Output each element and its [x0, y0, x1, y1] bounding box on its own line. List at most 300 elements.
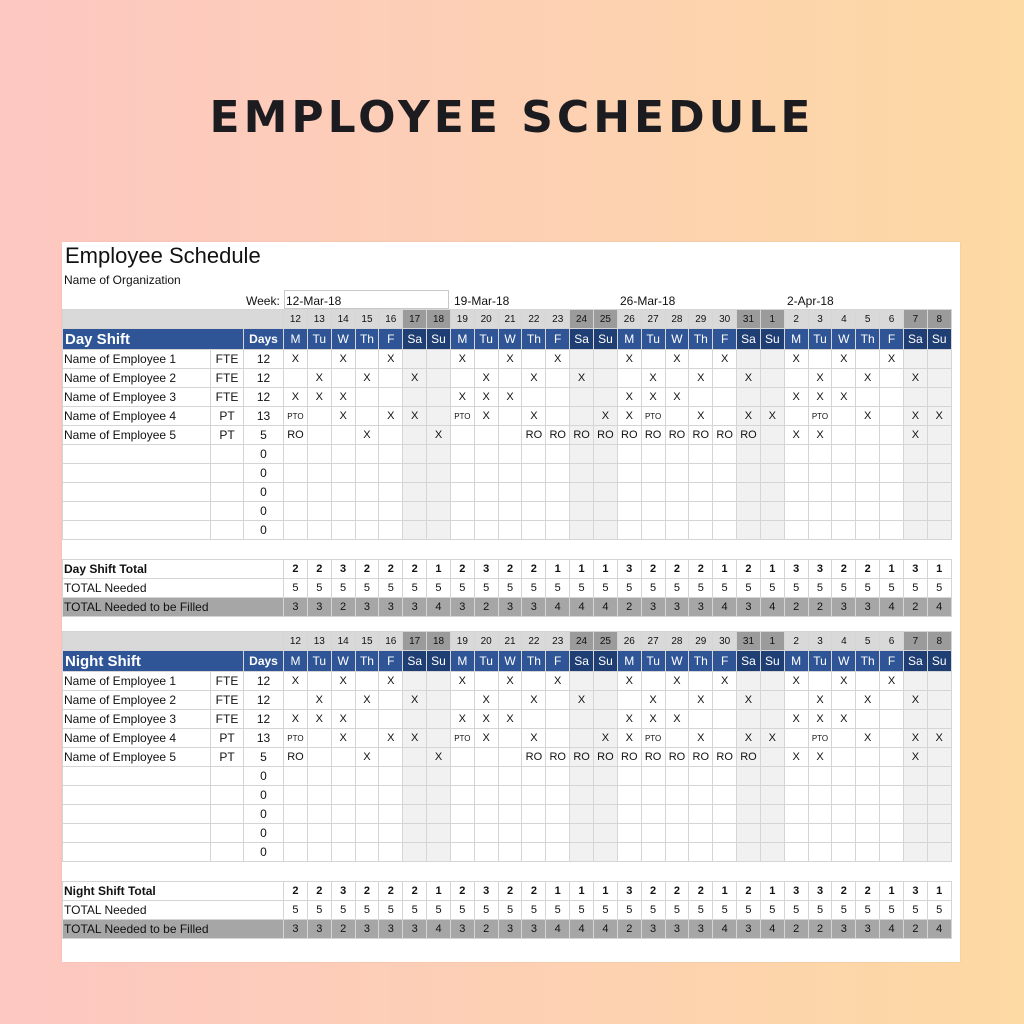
schedule-cell[interactable]: RO	[546, 426, 570, 445]
schedule-cell[interactable]	[546, 767, 570, 786]
schedule-cell[interactable]	[498, 521, 522, 540]
schedule-cell[interactable]	[593, 464, 617, 483]
schedule-cell[interactable]	[427, 445, 451, 464]
schedule-cell[interactable]: X	[737, 369, 761, 388]
schedule-cell[interactable]: X	[331, 407, 355, 426]
schedule-cell[interactable]	[880, 464, 904, 483]
schedule-cell[interactable]: X	[498, 710, 522, 729]
schedule-cell[interactable]: X	[808, 426, 832, 445]
schedule-cell[interactable]: X	[427, 748, 451, 767]
schedule-cell[interactable]: X	[307, 710, 331, 729]
schedule-cell[interactable]	[927, 445, 951, 464]
schedule-cell[interactable]	[737, 502, 761, 521]
schedule-cell[interactable]	[737, 672, 761, 691]
schedule-cell[interactable]	[284, 805, 308, 824]
schedule-cell[interactable]	[737, 786, 761, 805]
schedule-cell[interactable]	[593, 843, 617, 862]
schedule-cell[interactable]: X	[474, 710, 498, 729]
schedule-cell[interactable]	[927, 786, 951, 805]
schedule-cell[interactable]	[665, 824, 689, 843]
schedule-cell[interactable]	[474, 824, 498, 843]
schedule-cell[interactable]: X	[641, 369, 665, 388]
schedule-cell[interactable]	[689, 824, 713, 843]
schedule-cell[interactable]	[689, 521, 713, 540]
schedule-cell[interactable]	[570, 407, 594, 426]
schedule-cell[interactable]	[617, 805, 641, 824]
schedule-cell[interactable]	[498, 502, 522, 521]
schedule-cell[interactable]: X	[903, 729, 927, 748]
schedule-cell[interactable]	[379, 388, 403, 407]
schedule-cell[interactable]	[570, 824, 594, 843]
schedule-cell[interactable]	[927, 388, 951, 407]
schedule-cell[interactable]	[570, 710, 594, 729]
schedule-cell[interactable]	[713, 407, 737, 426]
schedule-cell[interactable]	[760, 445, 784, 464]
schedule-cell[interactable]	[522, 843, 546, 862]
schedule-cell[interactable]	[856, 445, 880, 464]
schedule-cell[interactable]	[403, 767, 427, 786]
schedule-cell[interactable]	[880, 388, 904, 407]
schedule-cell[interactable]	[546, 388, 570, 407]
schedule-cell[interactable]	[498, 767, 522, 786]
schedule-cell[interactable]	[379, 502, 403, 521]
schedule-cell[interactable]: X	[808, 748, 832, 767]
schedule-cell[interactable]: X	[474, 691, 498, 710]
schedule-cell[interactable]	[522, 710, 546, 729]
schedule-cell[interactable]	[856, 483, 880, 502]
schedule-cell[interactable]	[403, 824, 427, 843]
schedule-cell[interactable]: X	[689, 369, 713, 388]
schedule-cell[interactable]: PTO	[450, 729, 474, 748]
schedule-cell[interactable]	[689, 805, 713, 824]
schedule-cell[interactable]	[379, 824, 403, 843]
schedule-cell[interactable]	[808, 445, 832, 464]
schedule-cell[interactable]	[522, 483, 546, 502]
schedule-cell[interactable]	[832, 426, 856, 445]
schedule-cell[interactable]	[689, 464, 713, 483]
employee-type-empty[interactable]	[211, 824, 244, 843]
schedule-cell[interactable]	[641, 464, 665, 483]
schedule-cell[interactable]	[760, 521, 784, 540]
schedule-cell[interactable]	[403, 483, 427, 502]
schedule-cell[interactable]	[284, 843, 308, 862]
schedule-cell[interactable]	[880, 805, 904, 824]
schedule-cell[interactable]	[450, 445, 474, 464]
schedule-cell[interactable]	[617, 521, 641, 540]
schedule-cell[interactable]	[832, 483, 856, 502]
schedule-cell[interactable]	[379, 843, 403, 862]
schedule-cell[interactable]: RO	[713, 748, 737, 767]
schedule-cell[interactable]	[427, 369, 451, 388]
schedule-cell[interactable]	[713, 369, 737, 388]
schedule-cell[interactable]: X	[903, 369, 927, 388]
schedule-cell[interactable]	[355, 388, 379, 407]
schedule-cell[interactable]	[665, 483, 689, 502]
schedule-cell[interactable]	[856, 350, 880, 369]
schedule-cell[interactable]	[760, 483, 784, 502]
schedule-cell[interactable]	[689, 767, 713, 786]
schedule-cell[interactable]	[880, 843, 904, 862]
schedule-cell[interactable]: X	[379, 407, 403, 426]
schedule-cell[interactable]	[880, 483, 904, 502]
schedule-cell[interactable]	[498, 786, 522, 805]
schedule-cell[interactable]	[832, 445, 856, 464]
schedule-cell[interactable]	[403, 445, 427, 464]
schedule-cell[interactable]	[903, 464, 927, 483]
schedule-cell[interactable]: X	[784, 426, 808, 445]
schedule-cell[interactable]	[665, 502, 689, 521]
schedule-cell[interactable]: X	[307, 369, 331, 388]
schedule-cell[interactable]	[784, 843, 808, 862]
schedule-cell[interactable]	[522, 388, 546, 407]
schedule-cell[interactable]	[760, 426, 784, 445]
schedule-cell[interactable]	[593, 786, 617, 805]
schedule-cell[interactable]	[903, 445, 927, 464]
schedule-cell[interactable]: X	[522, 691, 546, 710]
schedule-cell[interactable]: PTO	[641, 407, 665, 426]
schedule-cell[interactable]	[522, 786, 546, 805]
schedule-cell[interactable]	[903, 786, 927, 805]
schedule-cell[interactable]	[450, 426, 474, 445]
schedule-cell[interactable]	[498, 805, 522, 824]
schedule-cell[interactable]	[331, 445, 355, 464]
schedule-cell[interactable]	[403, 426, 427, 445]
schedule-cell[interactable]	[450, 502, 474, 521]
schedule-cell[interactable]	[403, 464, 427, 483]
schedule-cell[interactable]: RO	[284, 426, 308, 445]
schedule-cell[interactable]	[450, 464, 474, 483]
employee-type-empty[interactable]	[211, 786, 244, 805]
schedule-cell[interactable]	[903, 350, 927, 369]
schedule-cell[interactable]	[379, 805, 403, 824]
schedule-cell[interactable]	[832, 369, 856, 388]
employee-name[interactable]: Name of Employee 3	[63, 388, 211, 407]
schedule-cell[interactable]	[570, 843, 594, 862]
schedule-cell[interactable]	[856, 748, 880, 767]
schedule-cell[interactable]	[737, 710, 761, 729]
schedule-cell[interactable]	[617, 445, 641, 464]
schedule-cell[interactable]	[427, 729, 451, 748]
employee-name-empty[interactable]	[63, 483, 211, 502]
employee-name-empty[interactable]	[63, 843, 211, 862]
schedule-cell[interactable]: X	[498, 388, 522, 407]
schedule-cell[interactable]: X	[903, 691, 927, 710]
schedule-cell[interactable]	[546, 483, 570, 502]
schedule-cell[interactable]	[641, 824, 665, 843]
employee-type-empty[interactable]	[211, 521, 244, 540]
schedule-cell[interactable]: X	[570, 369, 594, 388]
employee-type[interactable]: FTE	[211, 710, 244, 729]
schedule-cell[interactable]	[713, 483, 737, 502]
schedule-cell[interactable]: X	[474, 729, 498, 748]
schedule-cell[interactable]	[689, 388, 713, 407]
schedule-cell[interactable]	[689, 445, 713, 464]
schedule-cell[interactable]	[617, 843, 641, 862]
schedule-cell[interactable]	[331, 824, 355, 843]
schedule-cell[interactable]	[379, 786, 403, 805]
schedule-cell[interactable]	[307, 767, 331, 786]
schedule-cell[interactable]: X	[474, 388, 498, 407]
schedule-cell[interactable]: X	[689, 691, 713, 710]
schedule-cell[interactable]	[403, 388, 427, 407]
schedule-cell[interactable]: X	[331, 710, 355, 729]
schedule-cell[interactable]: X	[713, 672, 737, 691]
schedule-cell[interactable]: RO	[522, 748, 546, 767]
schedule-cell[interactable]: X	[665, 710, 689, 729]
employee-type[interactable]: PT	[211, 426, 244, 445]
schedule-cell[interactable]	[856, 521, 880, 540]
employee-name[interactable]: Name of Employee 1	[63, 672, 211, 691]
schedule-cell[interactable]	[427, 502, 451, 521]
schedule-cell[interactable]	[665, 767, 689, 786]
schedule-cell[interactable]	[284, 483, 308, 502]
schedule-cell[interactable]: X	[665, 388, 689, 407]
schedule-cell[interactable]	[522, 464, 546, 483]
schedule-cell[interactable]: RO	[593, 426, 617, 445]
employee-name-empty[interactable]	[63, 786, 211, 805]
schedule-cell[interactable]	[355, 521, 379, 540]
schedule-cell[interactable]	[355, 843, 379, 862]
schedule-cell[interactable]	[546, 369, 570, 388]
schedule-cell[interactable]	[450, 748, 474, 767]
schedule-cell[interactable]: X	[856, 369, 880, 388]
schedule-cell[interactable]	[427, 388, 451, 407]
schedule-cell[interactable]	[713, 710, 737, 729]
schedule-cell[interactable]: PTO	[450, 407, 474, 426]
schedule-cell[interactable]	[641, 521, 665, 540]
schedule-cell[interactable]	[570, 445, 594, 464]
schedule-cell[interactable]: X	[593, 729, 617, 748]
schedule-cell[interactable]	[307, 464, 331, 483]
schedule-cell[interactable]	[546, 502, 570, 521]
schedule-cell[interactable]	[689, 843, 713, 862]
schedule-cell[interactable]	[474, 805, 498, 824]
schedule-cell[interactable]	[665, 521, 689, 540]
schedule-cell[interactable]	[593, 521, 617, 540]
schedule-cell[interactable]: X	[331, 729, 355, 748]
schedule-cell[interactable]	[331, 502, 355, 521]
schedule-cell[interactable]	[808, 464, 832, 483]
schedule-cell[interactable]	[474, 786, 498, 805]
schedule-cell[interactable]	[450, 691, 474, 710]
employee-name-empty[interactable]	[63, 805, 211, 824]
schedule-cell[interactable]: X	[689, 407, 713, 426]
schedule-cell[interactable]	[856, 786, 880, 805]
schedule-cell[interactable]: X	[856, 691, 880, 710]
schedule-cell[interactable]	[880, 521, 904, 540]
employee-type-empty[interactable]	[211, 483, 244, 502]
schedule-cell[interactable]: RO	[284, 748, 308, 767]
schedule-cell[interactable]	[880, 710, 904, 729]
schedule-cell[interactable]: X	[403, 691, 427, 710]
schedule-cell[interactable]	[474, 521, 498, 540]
schedule-cell[interactable]	[570, 521, 594, 540]
schedule-cell[interactable]	[307, 729, 331, 748]
schedule-cell[interactable]	[474, 843, 498, 862]
schedule-cell[interactable]	[403, 805, 427, 824]
employee-type-empty[interactable]	[211, 445, 244, 464]
schedule-cell[interactable]	[760, 843, 784, 862]
schedule-cell[interactable]: X	[617, 710, 641, 729]
schedule-cell[interactable]: PTO	[808, 407, 832, 426]
schedule-cell[interactable]: X	[713, 350, 737, 369]
schedule-cell[interactable]	[856, 843, 880, 862]
schedule-cell[interactable]	[546, 843, 570, 862]
employee-type[interactable]: FTE	[211, 672, 244, 691]
schedule-cell[interactable]	[593, 350, 617, 369]
schedule-cell[interactable]	[331, 483, 355, 502]
schedule-cell[interactable]	[903, 502, 927, 521]
schedule-cell[interactable]	[593, 483, 617, 502]
schedule-cell[interactable]	[570, 786, 594, 805]
schedule-cell[interactable]	[284, 786, 308, 805]
schedule-cell[interactable]: PTO	[284, 407, 308, 426]
schedule-cell[interactable]	[713, 805, 737, 824]
schedule-cell[interactable]	[713, 388, 737, 407]
schedule-cell[interactable]	[903, 672, 927, 691]
schedule-cell[interactable]	[856, 824, 880, 843]
schedule-cell[interactable]: X	[379, 729, 403, 748]
schedule-cell[interactable]: RO	[617, 426, 641, 445]
schedule-cell[interactable]	[784, 483, 808, 502]
schedule-cell[interactable]	[856, 502, 880, 521]
schedule-cell[interactable]	[546, 521, 570, 540]
schedule-cell[interactable]	[880, 369, 904, 388]
employee-name[interactable]: Name of Employee 4	[63, 407, 211, 426]
schedule-cell[interactable]	[641, 502, 665, 521]
employee-type-empty[interactable]	[211, 502, 244, 521]
schedule-cell[interactable]	[403, 786, 427, 805]
schedule-cell[interactable]	[593, 388, 617, 407]
schedule-cell[interactable]	[498, 824, 522, 843]
schedule-cell[interactable]	[760, 369, 784, 388]
schedule-cell[interactable]: X	[403, 369, 427, 388]
schedule-cell[interactable]	[331, 767, 355, 786]
schedule-cell[interactable]	[903, 483, 927, 502]
schedule-cell[interactable]	[379, 369, 403, 388]
employee-type-empty[interactable]	[211, 843, 244, 862]
schedule-cell[interactable]	[832, 843, 856, 862]
schedule-cell[interactable]	[713, 843, 737, 862]
schedule-cell[interactable]	[522, 672, 546, 691]
schedule-cell[interactable]: RO	[737, 748, 761, 767]
schedule-cell[interactable]: RO	[546, 748, 570, 767]
schedule-cell[interactable]	[355, 464, 379, 483]
schedule-cell[interactable]	[450, 767, 474, 786]
schedule-cell[interactable]: X	[737, 729, 761, 748]
schedule-cell[interactable]	[617, 767, 641, 786]
schedule-cell[interactable]	[808, 805, 832, 824]
schedule-cell[interactable]	[832, 786, 856, 805]
schedule-cell[interactable]	[474, 748, 498, 767]
schedule-cell[interactable]	[331, 786, 355, 805]
schedule-cell[interactable]	[832, 824, 856, 843]
schedule-cell[interactable]	[760, 350, 784, 369]
schedule-cell[interactable]: X	[427, 426, 451, 445]
schedule-cell[interactable]: X	[307, 691, 331, 710]
schedule-cell[interactable]	[379, 767, 403, 786]
schedule-cell[interactable]: RO	[665, 426, 689, 445]
schedule-cell[interactable]	[379, 483, 403, 502]
schedule-cell[interactable]	[784, 369, 808, 388]
schedule-cell[interactable]	[522, 350, 546, 369]
schedule-cell[interactable]	[903, 521, 927, 540]
schedule-cell[interactable]	[665, 729, 689, 748]
schedule-cell[interactable]	[307, 350, 331, 369]
schedule-cell[interactable]	[331, 464, 355, 483]
schedule-cell[interactable]	[307, 786, 331, 805]
schedule-cell[interactable]	[856, 767, 880, 786]
schedule-cell[interactable]	[593, 502, 617, 521]
schedule-cell[interactable]: RO	[570, 748, 594, 767]
schedule-cell[interactable]	[713, 729, 737, 748]
schedule-cell[interactable]	[713, 691, 737, 710]
schedule-cell[interactable]	[355, 805, 379, 824]
schedule-cell[interactable]: X	[379, 672, 403, 691]
schedule-cell[interactable]: X	[355, 691, 379, 710]
schedule-cell[interactable]	[713, 824, 737, 843]
schedule-cell[interactable]	[331, 369, 355, 388]
schedule-cell[interactable]	[307, 748, 331, 767]
schedule-cell[interactable]	[331, 521, 355, 540]
schedule-cell[interactable]	[760, 805, 784, 824]
schedule-cell[interactable]: X	[665, 350, 689, 369]
schedule-cell[interactable]	[808, 786, 832, 805]
schedule-cell[interactable]	[927, 483, 951, 502]
schedule-cell[interactable]	[832, 502, 856, 521]
schedule-cell[interactable]	[331, 843, 355, 862]
employee-name-empty[interactable]	[63, 521, 211, 540]
schedule-cell[interactable]	[522, 502, 546, 521]
schedule-cell[interactable]: X	[784, 388, 808, 407]
employee-type-empty[interactable]	[211, 805, 244, 824]
schedule-cell[interactable]	[570, 805, 594, 824]
schedule-cell[interactable]	[832, 805, 856, 824]
schedule-cell[interactable]	[927, 805, 951, 824]
schedule-cell[interactable]	[307, 426, 331, 445]
schedule-cell[interactable]	[474, 483, 498, 502]
schedule-cell[interactable]	[927, 672, 951, 691]
schedule-cell[interactable]	[880, 786, 904, 805]
schedule-cell[interactable]: X	[927, 407, 951, 426]
schedule-cell[interactable]	[641, 483, 665, 502]
schedule-cell[interactable]	[808, 502, 832, 521]
employee-type-empty[interactable]	[211, 767, 244, 786]
schedule-cell[interactable]: X	[903, 748, 927, 767]
schedule-cell[interactable]	[355, 483, 379, 502]
schedule-cell[interactable]	[880, 502, 904, 521]
schedule-cell[interactable]: X	[403, 729, 427, 748]
schedule-cell[interactable]	[570, 483, 594, 502]
schedule-cell[interactable]	[927, 748, 951, 767]
schedule-cell[interactable]	[689, 710, 713, 729]
employee-name-empty[interactable]	[63, 502, 211, 521]
employee-name[interactable]: Name of Employee 5	[63, 426, 211, 445]
schedule-cell[interactable]	[737, 464, 761, 483]
schedule-cell[interactable]	[403, 748, 427, 767]
schedule-cell[interactable]	[593, 824, 617, 843]
schedule-cell[interactable]	[760, 388, 784, 407]
schedule-cell[interactable]	[498, 426, 522, 445]
schedule-cell[interactable]	[880, 748, 904, 767]
schedule-cell[interactable]: X	[856, 729, 880, 748]
schedule-cell[interactable]	[665, 464, 689, 483]
employee-type-empty[interactable]	[211, 464, 244, 483]
schedule-cell[interactable]: X	[832, 388, 856, 407]
schedule-cell[interactable]	[427, 767, 451, 786]
schedule-cell[interactable]	[355, 502, 379, 521]
schedule-cell[interactable]	[927, 426, 951, 445]
